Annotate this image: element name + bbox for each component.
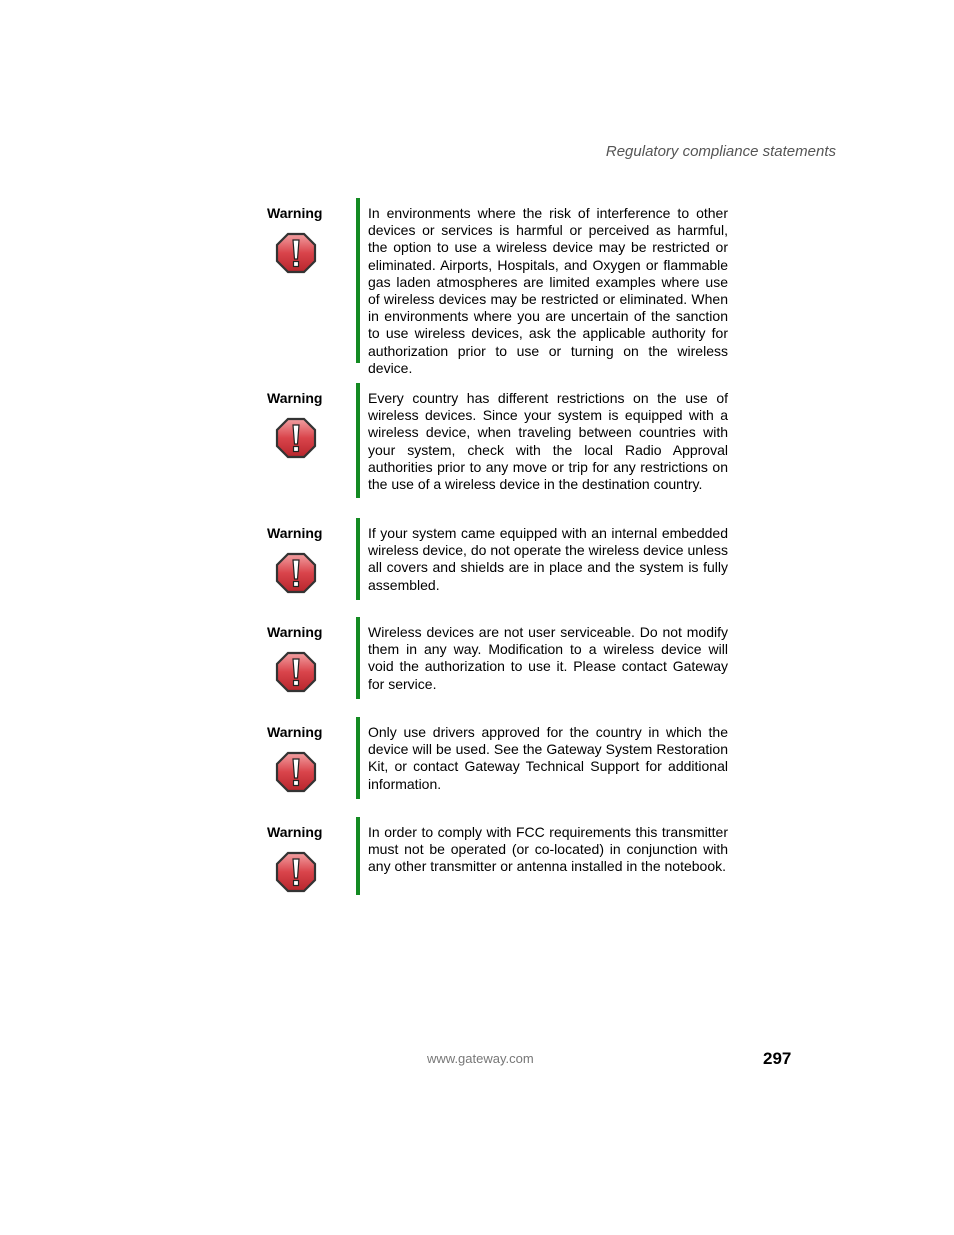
warning-text: Only use drivers approved for the country in which the device will be used. See the Gateway System Restoration Kit, or contact Gateway Technical Support for additional information. xyxy=(368,724,728,792)
warning-text: In environments where the risk of interference to other devices or services is harmful or perceived as harmful, the option to use a wireless device may be restricted or eliminated. Airports, Hospitals, and Oxygen or flammable gas laden atmospheres are limited examples where use of wireless devices may be restricted or eliminated. When in environments where you are uncertain of the sanction to use wireless devices, ask the applicable authority for authorization prior to use or turning on the wireless device. xyxy=(368,205,728,376)
footer-url: www.gateway.com xyxy=(427,1051,534,1066)
warning-text: Wireless devices are not user serviceable. Do not modify them in any way. Modification to a wireless device will void the authorization to use it. Please contact Gateway for service. xyxy=(368,624,728,692)
warning-rule xyxy=(356,198,360,363)
stop-warning-icon xyxy=(275,651,317,693)
warning-label: Warning xyxy=(267,525,323,541)
warning-label: Warning xyxy=(267,205,323,221)
stop-warning-icon xyxy=(275,751,317,793)
warning-rule xyxy=(356,617,360,699)
warning-label: Warning xyxy=(267,824,323,840)
stop-warning-icon xyxy=(275,232,317,274)
page-number: 297 xyxy=(763,1049,792,1068)
stop-warning-icon xyxy=(275,417,317,459)
warning-label: Warning xyxy=(267,390,323,406)
warning-rule xyxy=(356,383,360,498)
warning-text: If your system came equipped with an internal embedded wireless device, do not operate the wireless device unless all covers and shields are in place and the system is fully assembled. xyxy=(368,525,728,593)
warning-text: In order to comply with FCC requirements this transmitter must not be operated (or co-located) in conjunction with any other transmitter or antenna installed in the notebook. xyxy=(368,824,728,875)
warning-rule xyxy=(356,817,360,895)
running-header: Regulatory compliance statements xyxy=(605,143,836,160)
warning-rule xyxy=(356,717,360,799)
stop-warning-icon xyxy=(275,851,317,893)
warning-rule xyxy=(356,518,360,600)
warning-text: Every country has different restrictions on the use of wireless devices. Since your system is equipped with a wireless device, when traveling between countries with your system, check with the local Radio Approval authorities prior to any move or trip for any restrictions on the use of a wireless device in the destination country. xyxy=(368,390,728,493)
stop-warning-icon xyxy=(275,552,317,594)
warning-label: Warning xyxy=(267,724,323,740)
warning-label: Warning xyxy=(267,624,323,640)
